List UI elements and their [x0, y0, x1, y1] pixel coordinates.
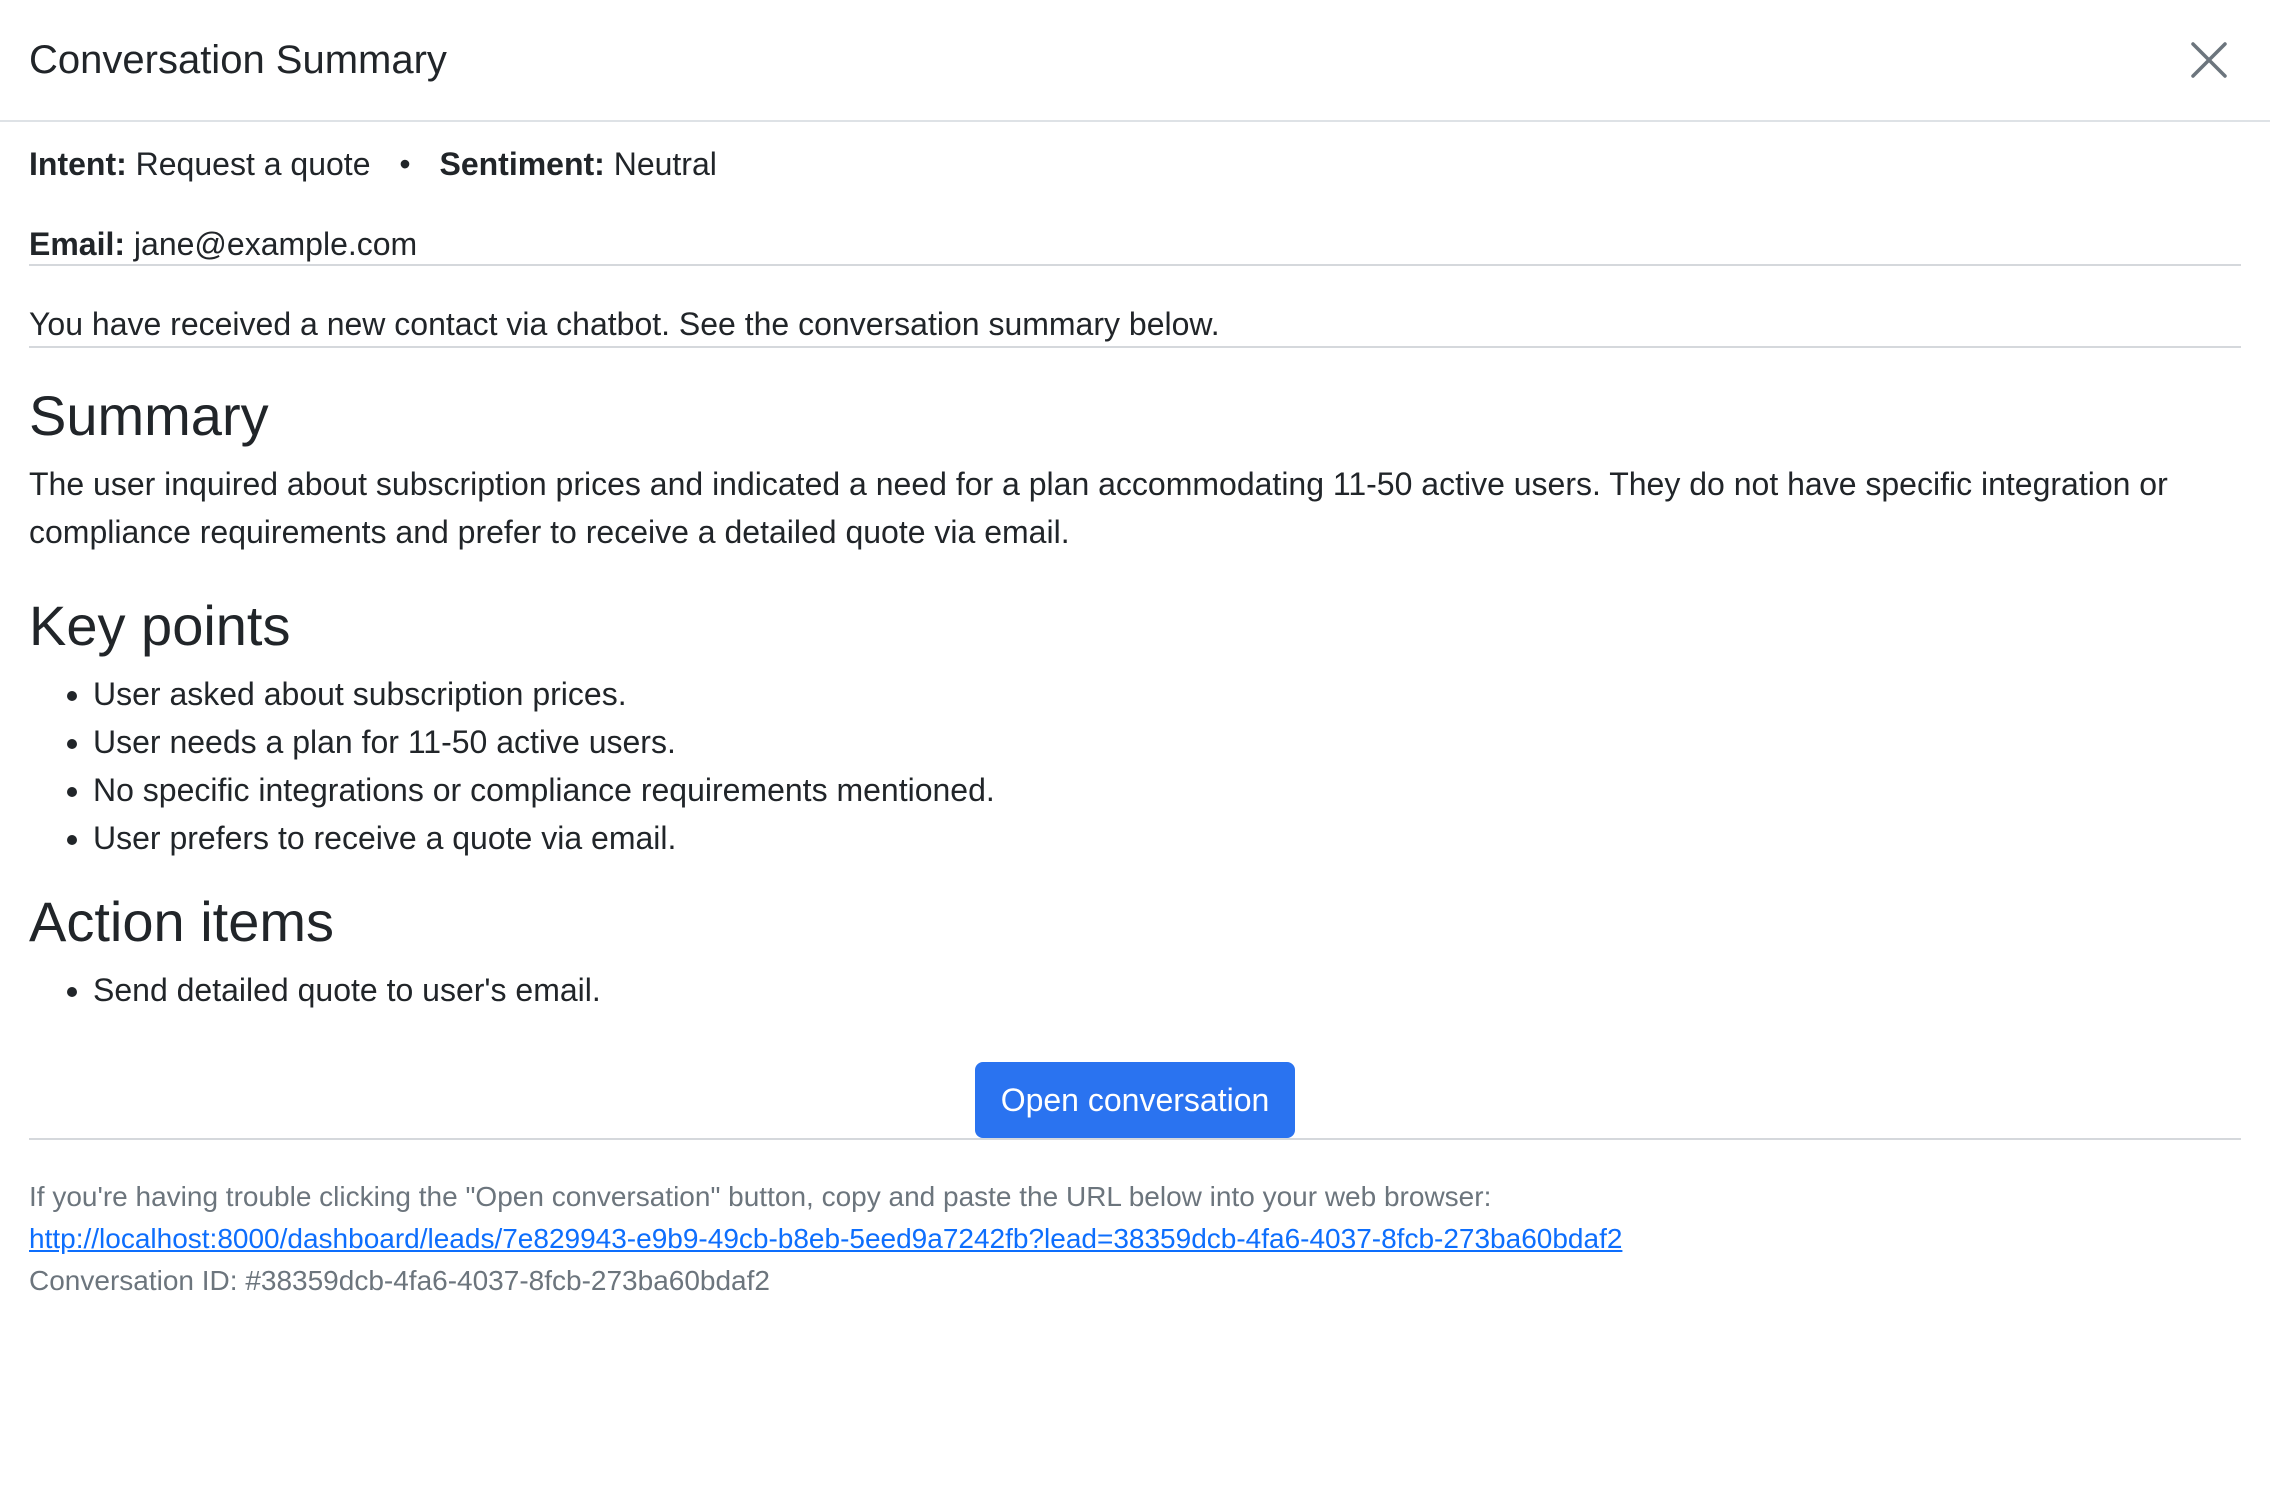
list-item: • Send detailed quote to user's email.: [93, 966, 2241, 1014]
close-icon[interactable]: [2185, 36, 2233, 84]
action-items-list: [29, 966, 2241, 1014]
key-points-heading: Key points: [29, 594, 291, 657]
sentiment-label: Sentiment:: [439, 146, 605, 182]
action-items-heading: Action items: [29, 890, 334, 953]
help-text: If you're having trouble clicking the "Open conversation" button, copy and paste the URL below into your web browser:: [29, 1181, 1492, 1212]
key-points-list: [29, 670, 2241, 862]
email-value: jane@example.com: [133, 226, 418, 262]
intro-text: You have received a new contact via chatbot. See the conversation summary below.: [29, 306, 1220, 342]
list-item: • User prefers to receive a quote via email.: [93, 814, 2241, 862]
intent-value: Request a quote: [135, 146, 371, 182]
divider: [29, 264, 2241, 266]
summary-text: The user inquired about subscription prices and indicated a need for a plan accommodating 11-50 active users. They do not have specific integration or compliance requirements and prefer to receive a detailed quote via email.: [29, 466, 2168, 550]
divider: [29, 1138, 2241, 1140]
list-item: • User asked about subscription prices.: [93, 670, 2241, 718]
divider: [29, 346, 2241, 348]
list-item: • No specific integrations or compliance requirements mentioned.: [93, 766, 2241, 814]
email-line: [29, 224, 2241, 264]
intent-label: Intent:: [29, 146, 127, 182]
button-container: [29, 1062, 2241, 1138]
intent-sentiment-line: [29, 144, 2241, 184]
modal-body: [0, 144, 2270, 1302]
conversation-id: Conversation ID: #38359dcb-4fa6-4037-8fcb-273ba60bdaf2: [29, 1265, 770, 1296]
list-item: • User needs a plan for 11-50 active users.: [93, 718, 2241, 766]
modal-title: Conversation Summary: [29, 37, 447, 82]
open-conversation-button[interactable]: Open conversation: [975, 1062, 1296, 1138]
modal-header: [0, 0, 2270, 122]
summary-heading: Summary: [29, 384, 269, 447]
separator-dot: •: [399, 146, 411, 182]
conversation-url-link[interactable]: http://localhost:8000/dashboard/leads/7e829943-e9b9-49cb-b8eb-5eed9a7242fb?lead=38359dcb-4fa6-4037-8fcb-273ba60bdaf2: [29, 1223, 1623, 1254]
email-label: Email:: [29, 226, 126, 262]
sentiment-value: Neutral: [613, 146, 717, 182]
footer: [29, 1176, 2241, 1302]
